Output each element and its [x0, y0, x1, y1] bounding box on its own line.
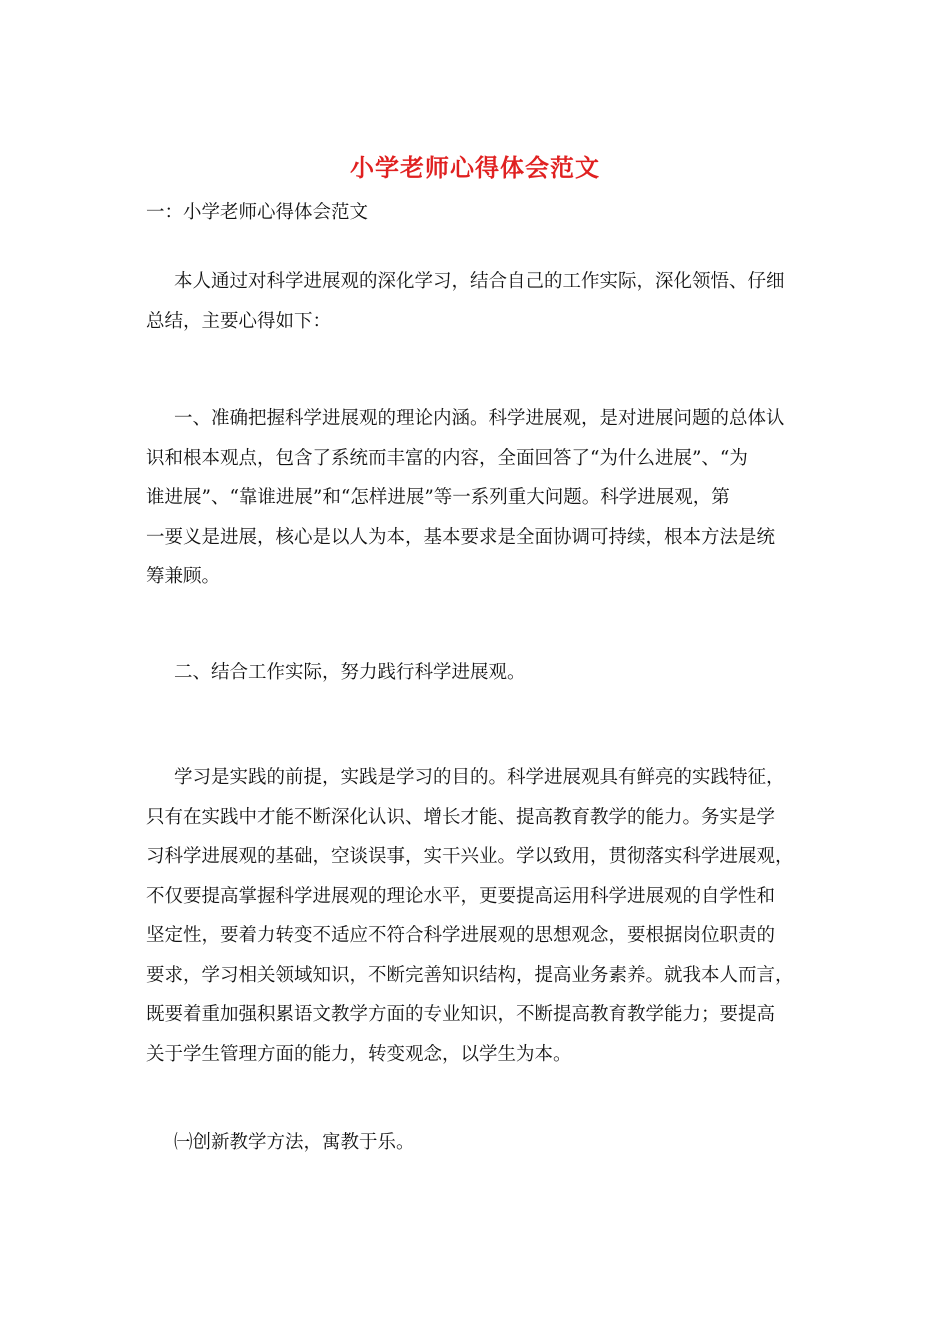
paragraph-line: 一、准确把握科学进展观的理论内涵。科学进展观，是对进展问题的总体认 — [174, 408, 785, 429]
paragraph-line: 总结，主要心得如下： — [146, 310, 332, 332]
document-subheading: 一：小学老师心得体会范文 — [146, 202, 369, 223]
paragraph-theory — [146, 399, 806, 597]
paragraph-line: 不仅要提高掌握科学进展观的理论水平，更要提高运用科学进展观的自学性和 — [146, 885, 776, 907]
paragraph-line: 要求，学习相关领域知识，不断完善知识结构，提高业务素养。就我本人而言， — [146, 964, 794, 986]
paragraph-line: 一要义是进展，核心是以人为本，基本要求是全面协调可持续，根本方法是统 — [146, 526, 776, 548]
paragraph-line: 学习是实践的前提，实践是学习的目的。科学进展观具有鲜亮的实践特征， — [174, 767, 785, 788]
paragraph-line: 二、结合工作实际，努力践行科学进展观。 — [174, 662, 526, 683]
paragraph-line: 只有在实践中才能不断深化认识、增长才能、提高教育教学的能力。务实是学 — [146, 806, 776, 828]
paragraph-line: 习科学进展观的基础，空谈误事，实干兴业。学以致用，贯彻落实科学进展观， — [146, 846, 794, 867]
paragraph-intro — [146, 262, 806, 341]
paragraph-line: 识和根本观点，包含了系统而丰富的内容，全面回答了“为什么进展”、“为 — [146, 447, 748, 469]
paragraph-innovation-heading — [146, 1123, 806, 1163]
document-title: 小学老师心得体会范文 — [350, 153, 600, 182]
paragraph-line: 筹兼顾。 — [146, 566, 221, 587]
paragraph-line: ㈠创新教学方法，寓教于乐。 — [174, 1132, 415, 1153]
paragraph-practice-body — [146, 758, 806, 1074]
paragraph-line: 坚定性，要着力转变不适应不符合科学进展观的思想观念，要根据岗位职责的 — [146, 925, 776, 946]
paragraph-line: 既要着重加强积累语文教学方面的专业知识，不断提高教育教学能力；要提高 — [146, 1004, 776, 1025]
paragraph-line: 关于学生管理方面的能力，转变观念，以学生为本。 — [146, 1043, 572, 1065]
paragraph-line: 谁进展”、“靠谁进展”和“怎样进展”等一系列重大问题。科学进展观，第 — [146, 487, 730, 508]
paragraph-practice-heading — [146, 653, 806, 693]
paragraph-line: 本人通过对科学进展观的深化学习，结合自己的工作实际，深化领悟、仔细 — [174, 271, 785, 292]
